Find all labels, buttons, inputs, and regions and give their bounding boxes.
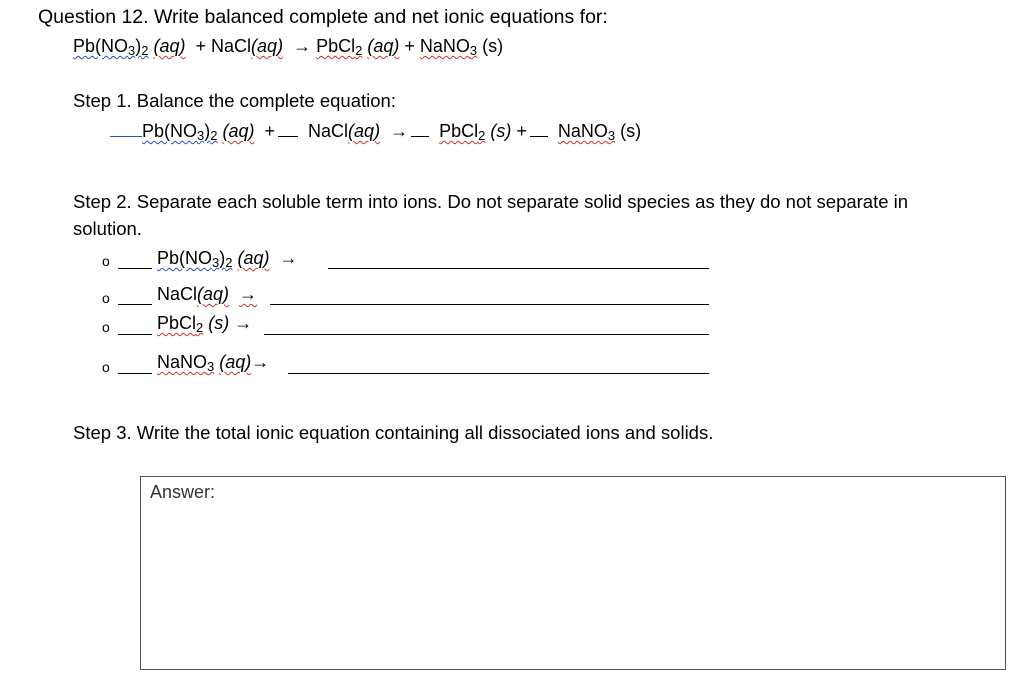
- step2-heading: Step 2. Separate each soluble term into ions. Do not separate solid species as they do not separate in: [73, 191, 909, 212]
- nacl-formula: NaCl: [157, 284, 198, 304]
- plus-sign: +: [195, 36, 207, 56]
- coefficient-blank[interactable]: [278, 135, 298, 137]
- bullet: o: [102, 253, 110, 269]
- bullet: o: [102, 290, 110, 306]
- step2-row-nacl: [157, 284, 257, 305]
- nano3-formula: NaNO$_3$: [557, 121, 616, 144]
- state-s: (s): [482, 36, 504, 56]
- pbno32-formula: $Pb(NO_3)_2$: [142, 121, 218, 144]
- nano3-formula: NaNO$_3$: [419, 36, 478, 59]
- state-s: (s): [208, 313, 230, 333]
- coefficient-blank[interactable]: [411, 135, 429, 137]
- nacl-formula: NaCl: [211, 36, 252, 56]
- coefficient-blank[interactable]: [118, 304, 152, 305]
- main-equation: [73, 36, 503, 57]
- coefficient-blank[interactable]: [118, 334, 152, 335]
- answer-box[interactable]: [140, 476, 1006, 670]
- step2-row-pbcl2: [157, 313, 252, 334]
- plus-sign: +: [264, 121, 276, 141]
- step1-heading: Step 1. Balance the complete equation:: [73, 90, 396, 111]
- state-aq: (aq): [251, 36, 284, 56]
- answer-line[interactable]: [328, 268, 709, 269]
- state-aq: (aq): [222, 121, 255, 141]
- arrow: →: [251, 352, 270, 372]
- state-aq: (aq): [367, 36, 400, 56]
- state-s: (s): [490, 121, 512, 141]
- state-aq: (aq): [153, 36, 186, 56]
- state-aq: (aq): [237, 248, 270, 268]
- plus-sign: +: [516, 121, 527, 141]
- state-aq: (aq): [348, 121, 381, 141]
- step2-row-nano3: [157, 352, 269, 373]
- answer-line[interactable]: [288, 373, 709, 374]
- coefficient-blank[interactable]: [118, 373, 152, 374]
- arrow: →: [234, 313, 253, 333]
- pbno32-formula: $Pb(NO_3)_2$: [157, 248, 233, 271]
- question-title: Question 12. Write balanced complete and net ionic equations for:: [38, 6, 608, 28]
- bullet: o: [102, 359, 110, 375]
- state-s: (s): [620, 121, 642, 141]
- plus-sign: +: [404, 36, 415, 56]
- arrow: →: [390, 121, 409, 141]
- step2-heading-cont: solution.: [73, 218, 142, 239]
- answer-line[interactable]: [264, 334, 709, 335]
- state-aq: (aq): [219, 352, 252, 372]
- step2-row-pbno32: [157, 248, 298, 269]
- bullet: o: [102, 319, 110, 335]
- pbcl2-formula: PbCl$_2$: [157, 313, 204, 336]
- pbcl2-formula: PbCl$_2$: [439, 121, 486, 144]
- pbcl2-formula: PbCl$_2$: [316, 36, 363, 59]
- arrow: →: [239, 284, 258, 304]
- coefficient-blank[interactable]: [530, 135, 548, 137]
- nano3-formula: NaNO$_3$: [157, 352, 215, 375]
- arrow: →: [279, 248, 298, 268]
- pbno32-formula: $Pb(NO_3)_2$: [73, 36, 149, 59]
- step1-equation: [110, 121, 641, 142]
- step3-heading: Step 3. Write the total ionic equation containing all dissociated ions and solids.: [73, 422, 714, 443]
- answer-line[interactable]: [270, 304, 709, 305]
- nacl-formula: NaCl: [308, 121, 349, 141]
- coefficient-blank[interactable]: [118, 268, 152, 269]
- answer-label: Answer:: [150, 482, 216, 502]
- arrow: →: [293, 36, 312, 56]
- coefficient-blank[interactable]: [110, 135, 142, 137]
- state-aq: (aq): [197, 284, 230, 304]
